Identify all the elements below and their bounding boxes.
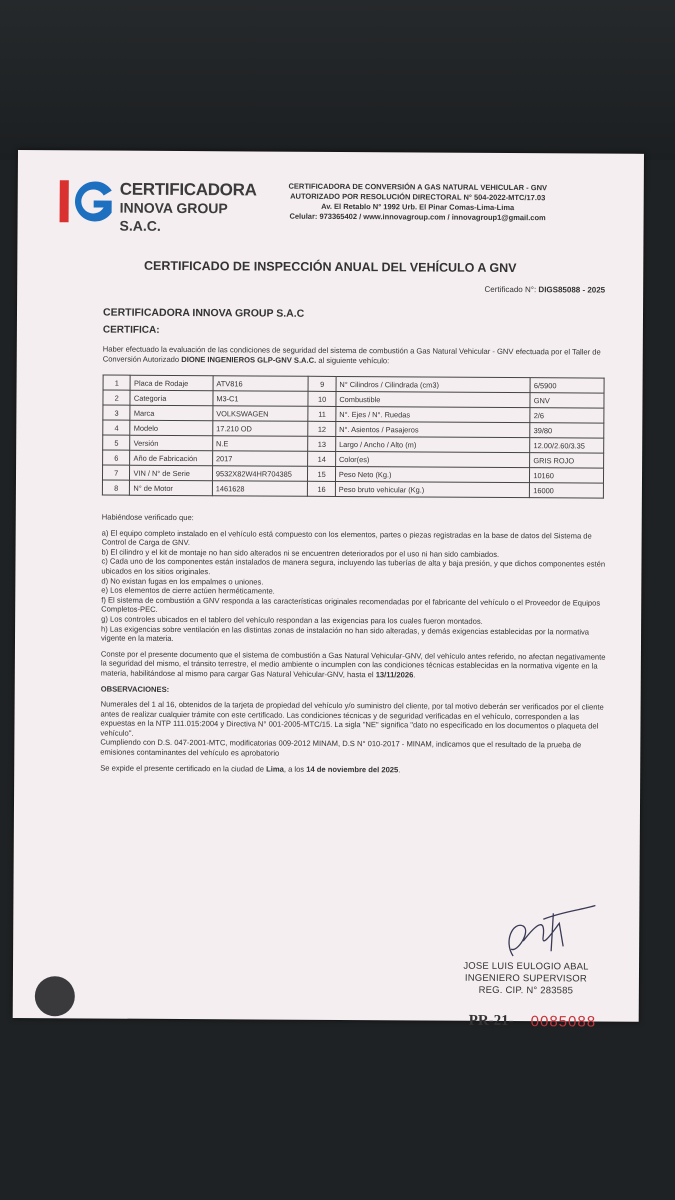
observaciones-text-2: Cumpliendo con D.S. 047-2001-MTC, modificatorias 009-2012 MINAM, D.S N° 010-2017 - MINAM, indicamos que el resultado de la prueba de emisiones contaminantes del vehículo es aprobatorio — [100, 737, 582, 758]
intro-paragraph — [103, 345, 613, 367]
check-b: b) El cilindro y el kit de montaje no han sido alterados ni se encuentren deteriorados por el uso ni han sido cambiados. — [101, 547, 500, 559]
intro-text-end: al siguiente vehículo: — [316, 355, 390, 365]
certifica-heading: CERTIFICA: — [102, 324, 160, 336]
issue-text: Se expide el presente certificado en la ciudad de — [100, 763, 267, 774]
check-h: h) Las exigencias sobre ventilación en las distintas zonas de instalación no han sido alteradas, y demás exigencias establecidas por la normativa vigente en la materia. — [100, 624, 590, 644]
check-e: e) Los elementos de cierre actúen herméticamente. — [101, 585, 275, 596]
vehicle-table-cell: ATV816 — [213, 376, 309, 392]
vehicle-table-cell: Marca — [130, 405, 212, 421]
vehicle-table-cell: 39/80 — [530, 423, 604, 438]
vehicle-table-cell: 10 — [308, 391, 336, 406]
valid-until-date: 13/11/2026 — [375, 670, 414, 680]
vehicle-table-cell: 1461628 — [212, 481, 308, 497]
verified-intro: Habiéndose verificado que: — [101, 512, 194, 523]
vehicle-table-cell: 4 — [103, 420, 131, 435]
vehicle-table-cell: 2 — [103, 390, 131, 405]
vehicle-table-cell: Categoría — [130, 390, 212, 406]
vehicle-table-cell: 9 — [308, 376, 336, 391]
vehicle-table-cell: N°. Ejes / N°. Ruedas — [336, 406, 531, 422]
letterhead — [268, 182, 568, 224]
vehicle-table-cell: Versión — [130, 435, 212, 451]
company-logo — [56, 176, 257, 234]
letterhead-line1: CERTIFICADORA DE CONVERSIÓN A GAS NATURAL VEHICULAR - GNV — [288, 181, 548, 193]
letterhead-line4: Celular: 973365402 / www.innovagroup.com / innovagroup1@gmail.com — [289, 211, 546, 223]
vehicle-table-cell: GRIS ROJO — [530, 453, 604, 468]
observaciones-text: Numerales del 1 al 16, obtenidos de la tarjeta de propiedad del vehículo y/o suministro del cliente, por tal motivo deberán ser verificados por el cliente antes de realizar cualquier trámite con este certificado. Las condiciones técnicas y de seguridad verificadas en el vehículo, corresponden a las expuestas en la NTP 111.015:2004 y Directiva N° 001-2005-MTC/15. La sigla "NE" significa "dato no especificado en los documentos o plaqueta del vehículo". — [100, 699, 604, 738]
check-f: f) El sistema de combustión a GNV responda a las características originales recomendadas por el fabricante del vehículo o el Proveedor de Equipos Completos-PEC. — [101, 595, 601, 615]
signer-role: INGENIERO SUPERVISOR — [464, 972, 588, 985]
vehicle-table-cell: 17.210 OD — [213, 421, 309, 437]
letterhead-line2: AUTORIZADO POR RESOLUCIÓN DIRECTORAL N° 504-2022-MTC/17.03 — [290, 191, 546, 203]
vehicle-table-cell: N.E — [213, 436, 309, 452]
intro-text: Haber efectuado la evaluación de las condiciones de seguridad del sistema de combustión a Gas Natural Vehicular - GNV efectuada por el Taller de Conversión Autorizado — [102, 344, 601, 364]
check-d: d) No existan fugas en los empalmes o uniones. — [101, 576, 264, 587]
document-title: CERTIFICADO DE INSPECCIÓN ANUAL DEL VEHÍCULO A GNV — [144, 258, 517, 276]
vehicle-table-cell: 12 — [308, 421, 336, 436]
conste-paragraph — [101, 649, 613, 681]
vehicle-table-cell: Año de Fabricación — [130, 450, 212, 466]
issue-city: Lima — [266, 764, 284, 774]
vehicle-table-cell: 11 — [308, 406, 336, 421]
vehicle-table-cell: 15 — [308, 466, 336, 481]
vehicle-table-cell: Peso bruto vehicular (Kg.) — [335, 481, 530, 497]
vehicle-table-cell: Largo / Ancho / Alto (m) — [336, 436, 531, 452]
conste-text: Conste por el presente documento que el sistema de combustión a Gas Natural Vehicular-GNV, del vehículo antes referido, no afectan negativamente la seguridad del mismo, el tránsito terrestre, el medio ambiente o incumplen con las condiciones técnicas establecidas en la normativa vigente en la materia, habilitándose al mismo para cargar Gas Natural Vehicular-GNV, hasta el — [100, 649, 606, 680]
vehicle-table-cell: Modelo — [130, 420, 212, 436]
vehicle-table-cell: 5 — [103, 435, 131, 450]
vehicle-table-cell: 6/5900 — [530, 378, 604, 393]
vehicle-table-cell: Combustible — [336, 391, 531, 407]
vehicle-table-cell: 9532X82W4HR704385 — [212, 466, 308, 482]
logo-line2: INNOVA GROUP S.A.C. — [119, 199, 228, 234]
vehicle-table-cell: 10160 — [530, 468, 604, 483]
vehicle-table-cell: Placa de Rodaje — [130, 375, 212, 391]
vehicle-table-cell: N°. Asientos / Pasajeros — [336, 421, 531, 437]
vehicle-table-cell: N° Cilindros / Cilindrada (cm3) — [336, 376, 531, 392]
punch-hole — [35, 976, 75, 1016]
vehicle-table-cell: 1 — [103, 375, 131, 390]
certificate-number-label: Certificado N°: — [484, 284, 537, 295]
conste-end: . — [413, 670, 416, 680]
issue-paragraph — [100, 763, 612, 776]
vehicle-table-cell: VIN / N° de Serie — [130, 465, 212, 481]
vehicle-table-cell: 14 — [308, 451, 336, 466]
vehicle-table-cell: 6 — [103, 450, 131, 465]
handwritten-signature — [483, 901, 603, 962]
vehicle-table-cell: GNV — [530, 393, 604, 408]
vehicle-table-cell: M3-C1 — [213, 391, 309, 407]
vehicle-table-cell: 12.00/2.60/3.35 — [530, 438, 604, 453]
workshop-name: DIONE INGENIEROS GLP-GNV S.A.C. — [181, 354, 317, 365]
signer-registration: REG. CIP. N° 283585 — [478, 984, 574, 997]
vehicle-table-cell: VOLKSWAGEN — [213, 406, 309, 422]
check-a: a) El equipo completo instalado en el vehículo está compuesto con los elementos, partes o piezas registradas en la base de datos del Sistema de Control de Carga de GNV. — [101, 528, 592, 548]
vehicle-table-cell: Peso Neto (Kg.) — [335, 466, 530, 482]
certificate-number — [485, 285, 606, 295]
issue-end: . — [398, 764, 401, 775]
logo-line1: CERTIFICADORA — [119, 179, 257, 200]
vehicle-table-cell: 16 — [308, 481, 336, 496]
vehicle-table-cell: Color(es) — [335, 451, 530, 467]
company-name: CERTIFICADORA INNOVA GROUP S.A.C — [102, 306, 305, 320]
issue-date: 14 de noviembre del 2025 — [306, 764, 399, 774]
background — [0, 0, 675, 160]
document-body — [100, 513, 614, 776]
logo-ig-icon — [56, 176, 118, 226]
signer-name: JOSE LUIS EULOGIO ABAL — [463, 960, 589, 973]
issue-text-mid: , a los — [283, 764, 307, 774]
signature-block — [451, 961, 601, 998]
vehicle-table-cell: 7 — [102, 465, 130, 480]
letterhead-line3: Av. El Retablo N° 1992 Urb. El Pinar Comas-Lima-Lima — [321, 201, 515, 213]
vehicle-table-cell: 2/6 — [530, 408, 604, 423]
vehicle-table-cell: N° de Motor — [130, 480, 212, 496]
vehicle-table-cell: 16000 — [530, 483, 604, 498]
vehicle-table-cell: 2017 — [212, 451, 308, 467]
vehicle-table-cell: 8 — [102, 480, 130, 495]
check-c: c) Cada uno de los componentes están instalados de manera segura, incluyendo las tuberías de alta y baja presión, y que dichos componentes estén ubicados en los sitios originales. — [101, 556, 606, 577]
certificate-page — [13, 150, 644, 1031]
vehicle-table-row — [102, 480, 603, 498]
certificate-number-value: DIGS85088 - 2025 — [538, 285, 606, 295]
vehicle-table-cell: 13 — [308, 436, 336, 451]
check-g: g) Los controles ubicados en el tablero del vehículo respondan a las exigencias para los cuales fueron montados. — [101, 614, 483, 626]
vehicle-table — [102, 375, 605, 499]
serial-number: 0085088 — [530, 1013, 597, 1031]
serial-prefix: PR-21- — [468, 1012, 514, 1030]
observaciones-heading: OBSERVACIONES: — [100, 684, 170, 694]
vehicle-table-cell: 3 — [103, 405, 131, 420]
